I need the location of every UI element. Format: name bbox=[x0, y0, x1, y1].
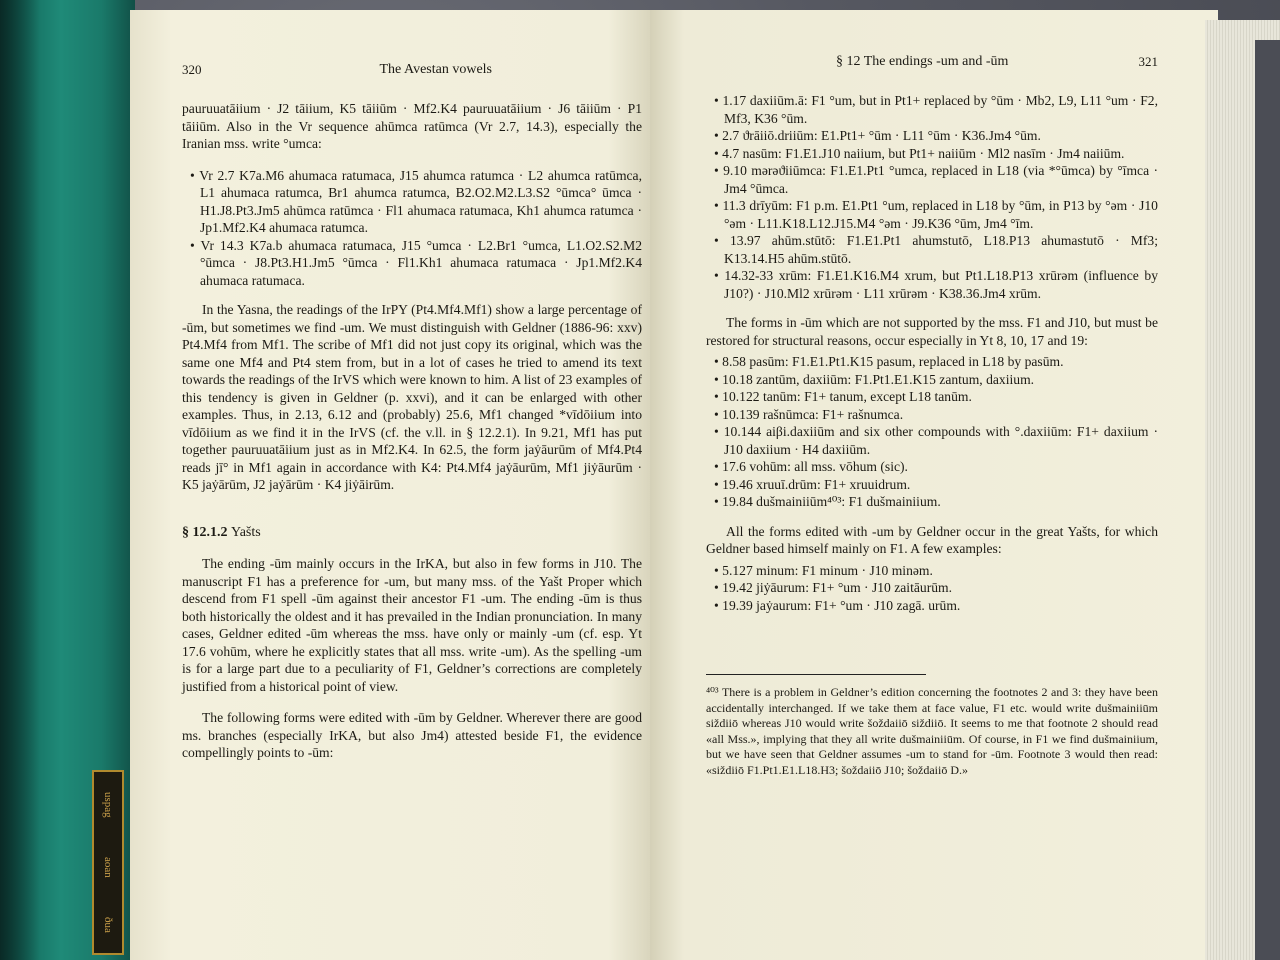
variant-list bbox=[182, 167, 642, 290]
list-item: • 1.17 daxiiūm.ā: F1 °um, but in Pt1+ replaced by °ūm · Mb2, L9, L11 °um · F2, Mf3, K36 °ūm. bbox=[706, 92, 1158, 127]
list-item: • 11.3 drīyūm: F1 p.m. E1.Pt1 °um, replaced in L18 by °ūm, in P13 by °əm · J10 °əm · L11.K18.L12.J15.M4 °əm · J9.K36 °ūm, Jm4 °īm. bbox=[706, 197, 1158, 232]
list-item: • 19.84 dušmainiiūm⁴⁰³: F1 dušmainiium. bbox=[706, 493, 1158, 511]
list-item: • 10.122 tanūm: F1+ tanum, except L18 tanūm. bbox=[706, 388, 1158, 406]
section-heading bbox=[182, 524, 642, 542]
section-number: § 12.1.2 bbox=[182, 524, 228, 540]
list-item: • Vr 2.7 K7a.M6 ahumaca ratumaca, J15 ahumca ratumca · L2 ahumca ratūmca, L1 ahumaca ratumca, Br1 ahumca ratumca, B2.O2.M2.L3.S2 °ūmca° ūmca · H1.J8.Pt3.Jm5 ahūmca ratūmca · Fl1 ahumaca ratumaca, Kh1 ahumca ratumca · Jp1.Mf2.K4 ahumaca ratumca. bbox=[182, 167, 642, 237]
right-page-body bbox=[706, 92, 1158, 778]
page-number: 320 bbox=[182, 62, 202, 77]
left-page bbox=[130, 10, 650, 960]
paragraph: All the forms edited with -um by Geldner occur in the great Yašts, for which Geldner based himself mainly on F1. A few examples: bbox=[706, 523, 1158, 556]
paragraph: pauruuatāiium · J2 tāiium, K5 tāiiūm · Mf2.K4 pauruuatāiium · J6 tāiiūm · P1 tāiiūm. Also in the Vr sequence ahūmca ratūmca (Vr 2.7, 14.3), especially the Iranian mss. write °umca: bbox=[182, 101, 642, 151]
paragraph: The forms in -ūm which are not supported by the mss. F1 and J10, but must be restored for structural reasons, occur especially in Yt 8, 10, 17 and 19: bbox=[706, 315, 1158, 348]
footnote: ⁴⁰³ There is a problem in Geldner’s edition concerning the footnotes 2 and 3: they have been accidentally interchanged. If we take them at face value, F1 etc. would write dušmainiiūm siždiiō whereas J10 would write šoždaiiō siždiiō. It seems to me that footnote 2 should read «all Mss.», implying that they all write dušmainiiūm. Of course, in F1 we find dušmainiium, but we have seen that Geldner assumes -um to stand for -ūm. Footnote 3 would then read: «siždiiō F1.Pt1.E1.L18.H3; šoždaiiō J10; šoždaiiō D.» bbox=[706, 685, 1158, 777]
list-item: • 14.32-33 xrūm: F1.E1.K16.M4 xrum, but Pt1.L18.P13 xrūrəm (influence by J10?) · J10.Ml2 xrūrəm · L11 xrūrəm · K38.36.Jm4 xrūm. bbox=[706, 267, 1158, 302]
section-title: Yašts bbox=[231, 524, 261, 540]
spine-shadow bbox=[0, 0, 40, 960]
spine-label-line: uspag bbox=[102, 791, 114, 818]
right-page-header bbox=[706, 54, 1158, 70]
left-page-body bbox=[182, 100, 642, 762]
background-shadow bbox=[1255, 40, 1280, 960]
list-item: • 5.127 minum: F1 minum · J10 minəm. bbox=[706, 562, 1158, 580]
list-item: • 19.39 jaẏaurum: F1+ °um · J10 zagā. urūm. bbox=[706, 597, 1158, 615]
paragraph: The ending -ūm mainly occurs in the IrKA, but also in few forms in J10. The manuscript F1 has a preference for -um, but many mss. of the Yašt Proper which descend from F1 spell -ūm against their ancestor F1 -um. The ending -ūm is thus both historically the oldest and it has prevailed in the Indian pronunciation. In many cases, Geldner edited -ūm whereas the mss. have only or mainly -um (cf. esp. Yt 17.6 vohūm, where he explicitly states that all mss. write -um). As the spelling -um is for a large part due to a peculiarity of F1, Geldner’s corrections are completely justified from a historical point of view. bbox=[182, 556, 642, 694]
list-item: • 19.42 jiẏāurum: F1+ °um · J10 zaitāurūm. bbox=[706, 579, 1158, 597]
variant-list bbox=[706, 92, 1158, 302]
list-item: • 17.6 vohūm: all mss. vōhum (sic). bbox=[706, 458, 1158, 476]
list-item: • 2.7 ϑrāiiō.driiūm: E1.Pt1+ °ūm · L11 °ūm · K36.Jm4 °ūm. bbox=[706, 127, 1158, 145]
running-head: § 12 The endings -um and -ūm bbox=[836, 54, 1009, 69]
left-page-header bbox=[182, 62, 642, 78]
list-item: • 10.144 aiβi.daxiiūm and six other compounds with °.daxiiūm: F1+ daxiium · J10 daxiium · H4 daxiiūm. bbox=[706, 423, 1158, 458]
spine-label-line: aoan bbox=[102, 856, 114, 878]
page-number: 321 bbox=[1138, 54, 1158, 69]
running-head: The Avestan vowels bbox=[379, 62, 492, 77]
footnote-rule bbox=[706, 674, 926, 675]
list-item: • 9.10 mərəϑiiūmca: F1.E1.Pt1 °umca, replaced in L18 (via *°ūmca) by °īmca · Jm4 °ūmca. bbox=[706, 162, 1158, 197]
paragraph: In the Yasna, the readings of the IrPY (Pt4.Mf4.Mf1) show a large percentage of -ūm, but sometimes we find -um. We must distinguish with Geldner (1886-96: xxv) Pt4.Mf4 from Mf1. The scribe of Mf1 did not just copy its original, which was the same one Mf4 and Pt4 stem from, but in a lot of cases he tried to amend its text towards the readings of the IrVS which were known to him. A list of 23 examples of this tendency is given in Geldner (p. xxvi), and it can be enlarged with other examples. Thus, in 2.13, 6.12 and (probably) 25.6, Mf1 changed *vīdōiium into vīdōiium as we find it in the IrVS (cf. the v.ll. in § 12.2.1). In 9.21, Mf1 has put together pauruuatāiium just as in Mf2.K4. In 62.5, the form jaẏāurūm of Mf4.Pt4 reads jī° in Mf1 again in accordance with K4: Pt4.Mf4 jaẏāurūm, Mf1 jiẏāurūm · K5 jaẏārūm, J2 jaẏārūm · K4 jiẏāirūm. bbox=[182, 302, 642, 492]
right-page bbox=[650, 10, 1218, 960]
variant-list bbox=[706, 562, 1158, 615]
spine-label-line: ðua bbox=[102, 917, 114, 934]
list-item: • Vr 14.3 K7a.b ahumaca ratumaca, J15 °umca · L2.Br1 °umca, L1.O2.S2.M2 °ūmca · J8.Pt3.H1.Jm5 °ūmca · Fl1.Kh1 ahumaca ratumaca · Jp1.Mf2.K4 ahumaca ratumaca. bbox=[182, 237, 642, 290]
spine-label bbox=[92, 770, 124, 955]
list-item: • 4.7 nasūm: F1.E1.J10 naiium, but Pt1+ naiiūm · Ml2 nasīm · Jm4 naiiūm. bbox=[706, 145, 1158, 163]
list-item: • 8.58 pasūm: F1.E1.Pt1.K15 pasum, replaced in L18 by pasūm. bbox=[706, 353, 1158, 371]
list-item: • 10.139 rašnūmca: F1+ rašnumca. bbox=[706, 406, 1158, 424]
paragraph: The following forms were edited with -ūm by Geldner. Wherever there are good ms. branches (especially IrKA, but also Jm4) attested beside F1, the evidence compellingly points to -ūm: bbox=[182, 710, 642, 760]
list-item: • 13.97 ahūm.stūtō: F1.E1.Pt1 ahumstutō, L18.P13 ahumastutō · Mf3; K13.14.H5 ahūm.stūtō. bbox=[706, 232, 1158, 267]
variant-list bbox=[706, 353, 1158, 511]
list-item: • 19.46 xruuī.drūm: F1+ xruuidrum. bbox=[706, 476, 1158, 494]
list-item: • 10.18 zantūm, daxiiūm: F1.Pt1.E1.K15 zantum, daxiium. bbox=[706, 371, 1158, 389]
